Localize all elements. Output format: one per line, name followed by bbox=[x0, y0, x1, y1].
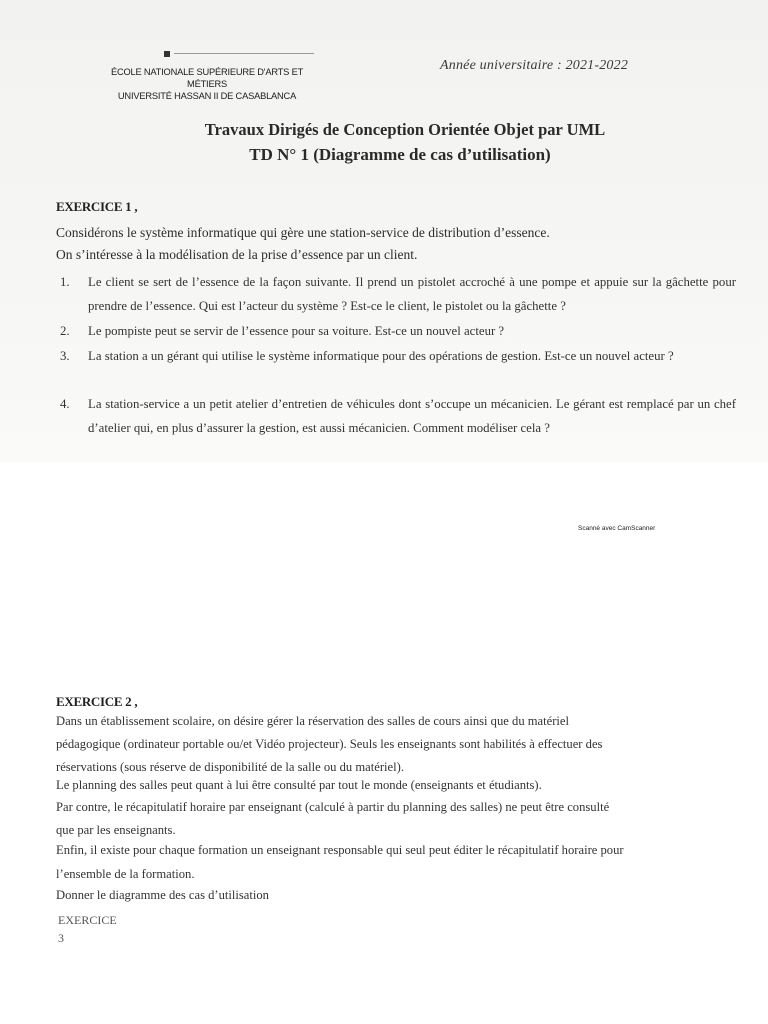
exercise2-line: Dans un établissement scolaire, on désire gérer la réservation des salles de cours ainsi que du matériel bbox=[56, 714, 570, 728]
document-subtitle: TD N° 1 (Diagramme de cas d’utilisation) bbox=[249, 145, 551, 164]
exercise1-intro1: Considérons le système informatique qui gère une station-service de distribution d’essence. bbox=[56, 225, 550, 240]
exercise2-heading: EXERCICE 2 , bbox=[56, 694, 138, 709]
school-name-line1: ÉCOLE NATIONALE SUPÉRIEURE D'ARTS ET MÉTIERS bbox=[110, 67, 304, 89]
exercise1-question-3 bbox=[60, 344, 736, 392]
exercise1-intro2: On s’intéresse à la modélisation de la prise d’essence par un client. bbox=[56, 247, 418, 262]
school-name-line2: UNIVERSITÉ HASSAN II DE CASABLANCA bbox=[117, 91, 297, 101]
question-number: 1. bbox=[60, 275, 70, 289]
exercise2-line: Par contre, le récapitulatif horaire par enseignant (calculé à partir du planning des salles) ne peut être consulté bbox=[56, 800, 610, 814]
exercise3-heading-cut bbox=[58, 911, 117, 945]
question-number: 3. bbox=[60, 349, 70, 363]
document-title: Travaux Dirigés de Conception Orientée Objet par UML bbox=[204, 120, 606, 139]
school-logo bbox=[98, 48, 318, 62]
question-text: Le client se sert de l’essence de la façon suivante. Il prend un pistolet accroché à une pompe et appuie sur la gâchette pour prendre de l’essence. Qui est l’acteur du système ? Est-ce le client, le pistolet ou la gâchette ? bbox=[88, 275, 736, 313]
exercise2-line: Donner le diagramme des cas d’utilisation bbox=[56, 888, 269, 902]
exercise1-question-2 bbox=[60, 319, 736, 343]
exercise2-line: Enfin, il existe pour chaque formation un enseignant responsable qui seul peut éditer le récapitulatif horaire pour bbox=[56, 843, 624, 857]
exercise2-line: Le planning des salles peut quant à lui être consulté par tout le monde (enseignants et étudiants). bbox=[56, 778, 542, 792]
exercise2-line: l’ensemble de la formation. bbox=[56, 867, 195, 881]
exercise2-line: que par les enseignants. bbox=[56, 823, 176, 837]
academic-year: Année universitaire : 2021-2022 bbox=[440, 58, 629, 73]
question-text: La station-service a un petit atelier d’entretien de véhicules dont s’occupe un mécanicien. Le gérant est remplacé par un chef d’atelier qui, en plus d’assurer la gestion, est aussi mécanicien. Comment modéliser cela ? bbox=[88, 397, 736, 435]
exercise1-heading: EXERCICE 1 , bbox=[56, 199, 138, 214]
exercise2-line: pédagogique (ordinateur portable ou/et Vidéo projecteur). Seuls les enseignants sont habilités à effectuer des bbox=[56, 737, 603, 751]
camscanner-watermark: Scanné avec CamScanner bbox=[578, 525, 656, 532]
exercise1-question-4 bbox=[60, 392, 736, 464]
question-number: 4. bbox=[60, 397, 70, 411]
exercise1-question-1 bbox=[60, 270, 736, 318]
question-number: 2. bbox=[60, 324, 70, 338]
question-text: La station a un gérant qui utilise le système informatique pour des opérations de gestion. Est-ce un nouvel acteur ? bbox=[88, 349, 674, 363]
school-name bbox=[92, 66, 322, 102]
exercise2-line: réservations (sous réserve de disponibilité de la salle ou du matériel). bbox=[56, 760, 404, 774]
question-text: Le pompiste peut se servir de l’essence pour sa voiture. Est-ce un nouvel acteur ? bbox=[88, 324, 505, 338]
exercise3-heading: EXERCICE 3 bbox=[58, 913, 117, 945]
